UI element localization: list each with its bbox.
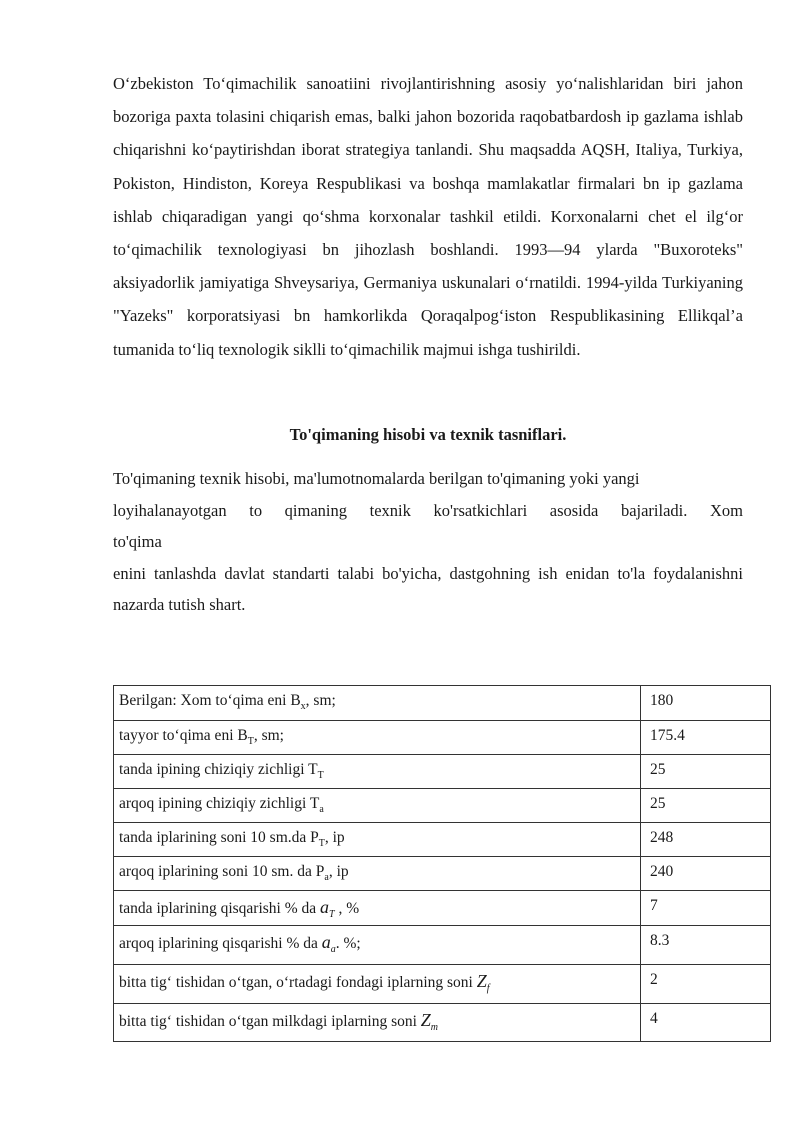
label-suffix: . %; <box>335 935 361 952</box>
parameter-label <box>114 926 641 965</box>
label-text: arqoq ipining chiziqiy zichligi T <box>119 795 320 812</box>
label-subscript: T <box>247 736 254 748</box>
table-row <box>114 1004 771 1042</box>
parameter-label <box>114 755 641 789</box>
parameter-value: 2 <box>641 965 771 1004</box>
parameter-label <box>114 965 641 1004</box>
section-heading: To'qimaning hisobi va texnik tasniflari. <box>289 425 567 444</box>
label-text: tanda ipining chiziqiy zichligi T <box>119 761 318 778</box>
table-row <box>114 891 771 926</box>
paragraph-line: To'qimaning texnik hisobi, ma'lumotnomalarda berilgan to'qimaning yoki yangi <box>113 469 640 488</box>
parameter-value: 7 <box>641 891 771 926</box>
parameter-label <box>114 857 641 891</box>
parameter-label <box>114 1004 641 1042</box>
label-text: arqoq iplarining qisqarishi % da <box>119 935 322 952</box>
math-symbol: Z <box>476 971 487 991</box>
table-row <box>114 755 771 789</box>
label-text: bitta tig‘ tishidan o‘tgan, o‘rtadagi fondagi iplarning soni <box>119 974 477 991</box>
table-row <box>114 686 771 721</box>
table-row <box>114 965 771 1004</box>
parameter-label <box>114 686 641 721</box>
label-subscript: x <box>300 701 306 713</box>
label-suffix: , sm; <box>305 692 336 709</box>
parameter-label <box>114 823 641 857</box>
math-subscript: f <box>486 983 490 995</box>
parameter-label <box>114 891 641 926</box>
math-subscript: T <box>329 909 335 921</box>
math-symbol: Z <box>420 1010 431 1030</box>
math-symbol: a <box>320 897 330 917</box>
parameter-value: 25 <box>641 789 771 823</box>
parameters-table-body <box>114 686 771 1042</box>
table-row <box>114 857 771 891</box>
table-row <box>114 926 771 965</box>
label-suffix: , % <box>334 900 360 917</box>
label-text: bitta tig‘ tishidan o‘tgan milkdagi iplarning soni <box>119 1013 421 1030</box>
math-subscript: a <box>330 944 336 956</box>
label-suffix: , sm; <box>253 727 284 744</box>
label-text: arqoq iplarining soni 10 sm. da P <box>119 863 325 880</box>
label-subscript: a <box>319 804 324 816</box>
table-row <box>114 823 771 857</box>
paragraph-line: to'qima <box>113 532 162 551</box>
parameters-table <box>113 685 771 1042</box>
technical-calculation-paragraph <box>113 463 743 621</box>
label-suffix: , ip <box>328 863 349 880</box>
parameter-value: 4 <box>641 1004 771 1042</box>
parameter-value: 240 <box>641 857 771 891</box>
label-text: Berilgan: Xom to‘qima eni B <box>119 692 301 709</box>
label-text: tanda iplarining qisqarishi % da <box>119 900 321 917</box>
parameter-value: 25 <box>641 755 771 789</box>
paragraph-line: loyihalanayotgan to qimaning texnik ko'rsatkichlari asosida bajariladi. Xom <box>113 500 743 520</box>
label-subscript: T <box>318 838 325 850</box>
math-symbol: a <box>321 932 331 952</box>
parameter-value: 180 <box>641 686 771 721</box>
parameter-label <box>114 721 641 755</box>
parameter-label <box>114 789 641 823</box>
label-suffix: , ip <box>324 829 345 846</box>
label-subscript: a <box>324 872 329 884</box>
math-subscript: m <box>430 1022 439 1034</box>
label-text: tanda iplarining soni 10 sm.da P <box>119 829 319 846</box>
paragraph-line: enini tanlashda davlat standarti talabi bo'yicha, dastgohning ish enidan to'la foydalanishni nazarda tutish shart. <box>113 563 743 614</box>
label-text: tayyor to‘qima eni B <box>119 727 248 744</box>
label-subscript: T <box>317 770 324 782</box>
parameter-value: 248 <box>641 823 771 857</box>
intro-paragraph: O‘zbekiston To‘qimachilik sanoatiini rivojlantirishning asosiy yo‘nalishlaridan biri jahon bozoriga paxta tolasini chiqarish emas, balki jahon bozorida raqobatbardosh ip gazlama ishlab chiqarishni ko‘paytirishdan iborat strategiya tanlandi. Shu maqsadda AQSH, Italiya, Turkiya, Pokiston, Hindiston, Koreya Respublikasi va boshqa mamlakatlar firmalari bn ip gazlama ishlab chiqaradigan yangi qo‘shma korxonalar tashkil etildi. Korxonalarni chet el ilg‘or to‘qimachilik texnologiyasi bn jihozlash boshlandi. 1993—94 ylarda "Buxoroteks" aksiyadorlik jamiyatiga Shveysariya, Germaniya uskunalari o‘rnatildi. 1994-yilda Turkiyaning "Yazeks" korporatsiyasi bn hamkorlikda Qoraqalpog‘iston Respublikasining Ellikqal’a tumanida to‘liq texnologik siklli to‘qimachilik majmui ishga tushirildi. <box>113 74 743 359</box>
table-row <box>114 789 771 823</box>
parameter-value: 8.3 <box>641 926 771 965</box>
parameter-value: 175.4 <box>641 721 771 755</box>
table-row <box>114 721 771 755</box>
